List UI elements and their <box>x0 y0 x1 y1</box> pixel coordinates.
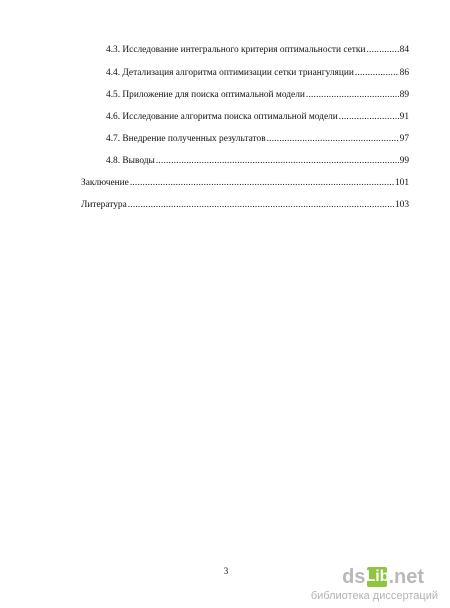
toc-entry-literature <box>81 199 409 211</box>
toc-dot-leader <box>267 133 399 145</box>
toc-dot-leader <box>355 67 399 79</box>
toc-entry-title: Заключение <box>81 178 129 188</box>
toc-entry-4-3 <box>106 44 409 56</box>
toc-dot-leader <box>306 89 399 101</box>
watermark <box>302 564 438 604</box>
toc-dot-leader <box>366 44 398 56</box>
watermark-subtitle: библиотека диссертаций <box>310 590 438 602</box>
toc-entry-4-5 <box>106 89 409 101</box>
toc-entry-title: 4.4. Детализация алгоритма оптимизации сетки триангуляции <box>106 68 354 78</box>
toc-entry-page: 86 <box>399 68 409 78</box>
toc-entry-title: 4.8. Выводы <box>106 156 155 166</box>
toc-entry-page: 91 <box>399 112 409 122</box>
page-number: 3 <box>223 566 229 576</box>
logo-ds-text: ds <box>342 566 366 588</box>
toc-entry-title: 4.6. Исследование алгоритма поиска оптимальной модели <box>106 112 338 122</box>
toc-entry-title: 4.3. Исследование интегрального критерия оптимальности сетки <box>106 45 366 55</box>
toc-entry-page: 99 <box>399 156 409 166</box>
toc-entry-4-4 <box>106 67 409 79</box>
toc-entry-page: 101 <box>394 178 409 188</box>
toc-entry-4-6 <box>106 111 409 123</box>
toc-entry-page: 84 <box>399 45 409 55</box>
toc-dot-leader <box>128 199 394 211</box>
dslib-logo <box>342 566 424 588</box>
toc-entry-title: Литература <box>81 200 127 210</box>
toc-entry-page: 97 <box>399 134 409 144</box>
toc-dot-leader <box>339 111 399 123</box>
toc-entry-page: 103 <box>394 200 409 210</box>
logo-lib-text: Lib <box>365 568 390 585</box>
toc-entry-title: 4.5. Приложение для поиска оптимальной модели <box>106 90 305 100</box>
toc-dot-leader <box>156 155 399 167</box>
toc-entry-page: 89 <box>399 90 409 100</box>
toc-entry-conclusion <box>81 177 409 189</box>
toc-entry-4-7 <box>106 133 409 145</box>
toc-entry-4-8 <box>106 155 409 167</box>
toc-entry-title: 4.7. Внедрение полученных результатов <box>106 134 266 144</box>
toc-dot-leader <box>130 177 394 189</box>
logo-net-text: .net <box>388 566 424 588</box>
